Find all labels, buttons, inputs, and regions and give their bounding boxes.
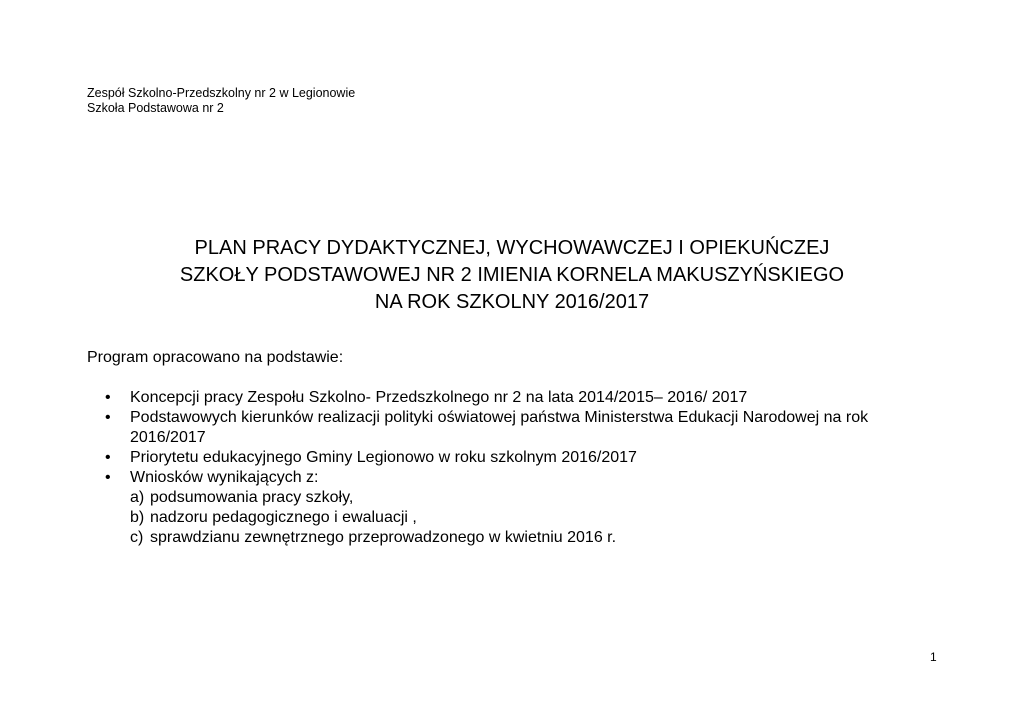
- sublist-marker: c): [130, 529, 144, 546]
- list-item-text: Koncepcji pracy Zespołu Szkolno- Przedszkolnego nr 2 na lata 2014/2015– 2016/ 2017: [130, 389, 748, 406]
- basis-list: [105, 388, 945, 548]
- bullet-icon: •: [105, 409, 111, 426]
- sublist-item: [130, 508, 945, 528]
- sublist-marker: b): [130, 509, 145, 526]
- list-item: [105, 468, 945, 548]
- bullet-icon: •: [105, 389, 111, 406]
- title-line-3: NA ROK SZKOLNY 2016/2017: [374, 291, 650, 313]
- bullet-icon: •: [105, 469, 111, 486]
- sublist-item-text: nadzoru pedagogicznego i ewaluacji ,: [150, 509, 417, 526]
- list-item: [105, 448, 945, 468]
- bullet-icon: •: [105, 449, 111, 466]
- intro-text: Program opracowano na podstawie:: [87, 349, 344, 366]
- school-complex-name: Zespół Szkolno-Przedszkolny nr 2 w Legionowie: [87, 86, 356, 100]
- title-line-2: SZKOŁY PODSTAWOWEJ NR 2 IMIENIA KORNELA MAKUSZYŃSKIEGO: [179, 264, 845, 286]
- sublist-item: [130, 488, 945, 508]
- school-name: Szkoła Podstawowa nr 2: [87, 101, 224, 115]
- sublist-item-text: podsumowania pracy szkoły,: [150, 489, 354, 506]
- conclusions-sublist: [130, 488, 945, 548]
- title-line-1: PLAN PRACY DYDAKTYCZNEJ, WYCHOWAWCZEJ I OPIEKUŃCZEJ: [194, 237, 830, 259]
- document-title: [0, 235, 1024, 316]
- list-item-text: Podstawowych kierunków realizacji polityki oświatowej państwa Ministerstwa Edukacji Narodowej na rok 2016/2017: [130, 409, 869, 446]
- sublist-item-text: sprawdzianu zewnętrznego przeprowadzonego w kwietniu 2016 r.: [150, 529, 617, 546]
- document-header: [87, 86, 355, 116]
- list-item: [105, 408, 945, 448]
- list-item-text: Wniosków wynikających z:: [130, 469, 319, 486]
- sublist-marker: a): [130, 489, 145, 506]
- page-number: 1: [930, 650, 937, 664]
- list-item: [105, 388, 945, 408]
- list-item-text: Priorytetu edukacyjnego Gminy Legionowo w roku szkolnym 2016/2017: [130, 449, 637, 466]
- sublist-item: [130, 528, 945, 548]
